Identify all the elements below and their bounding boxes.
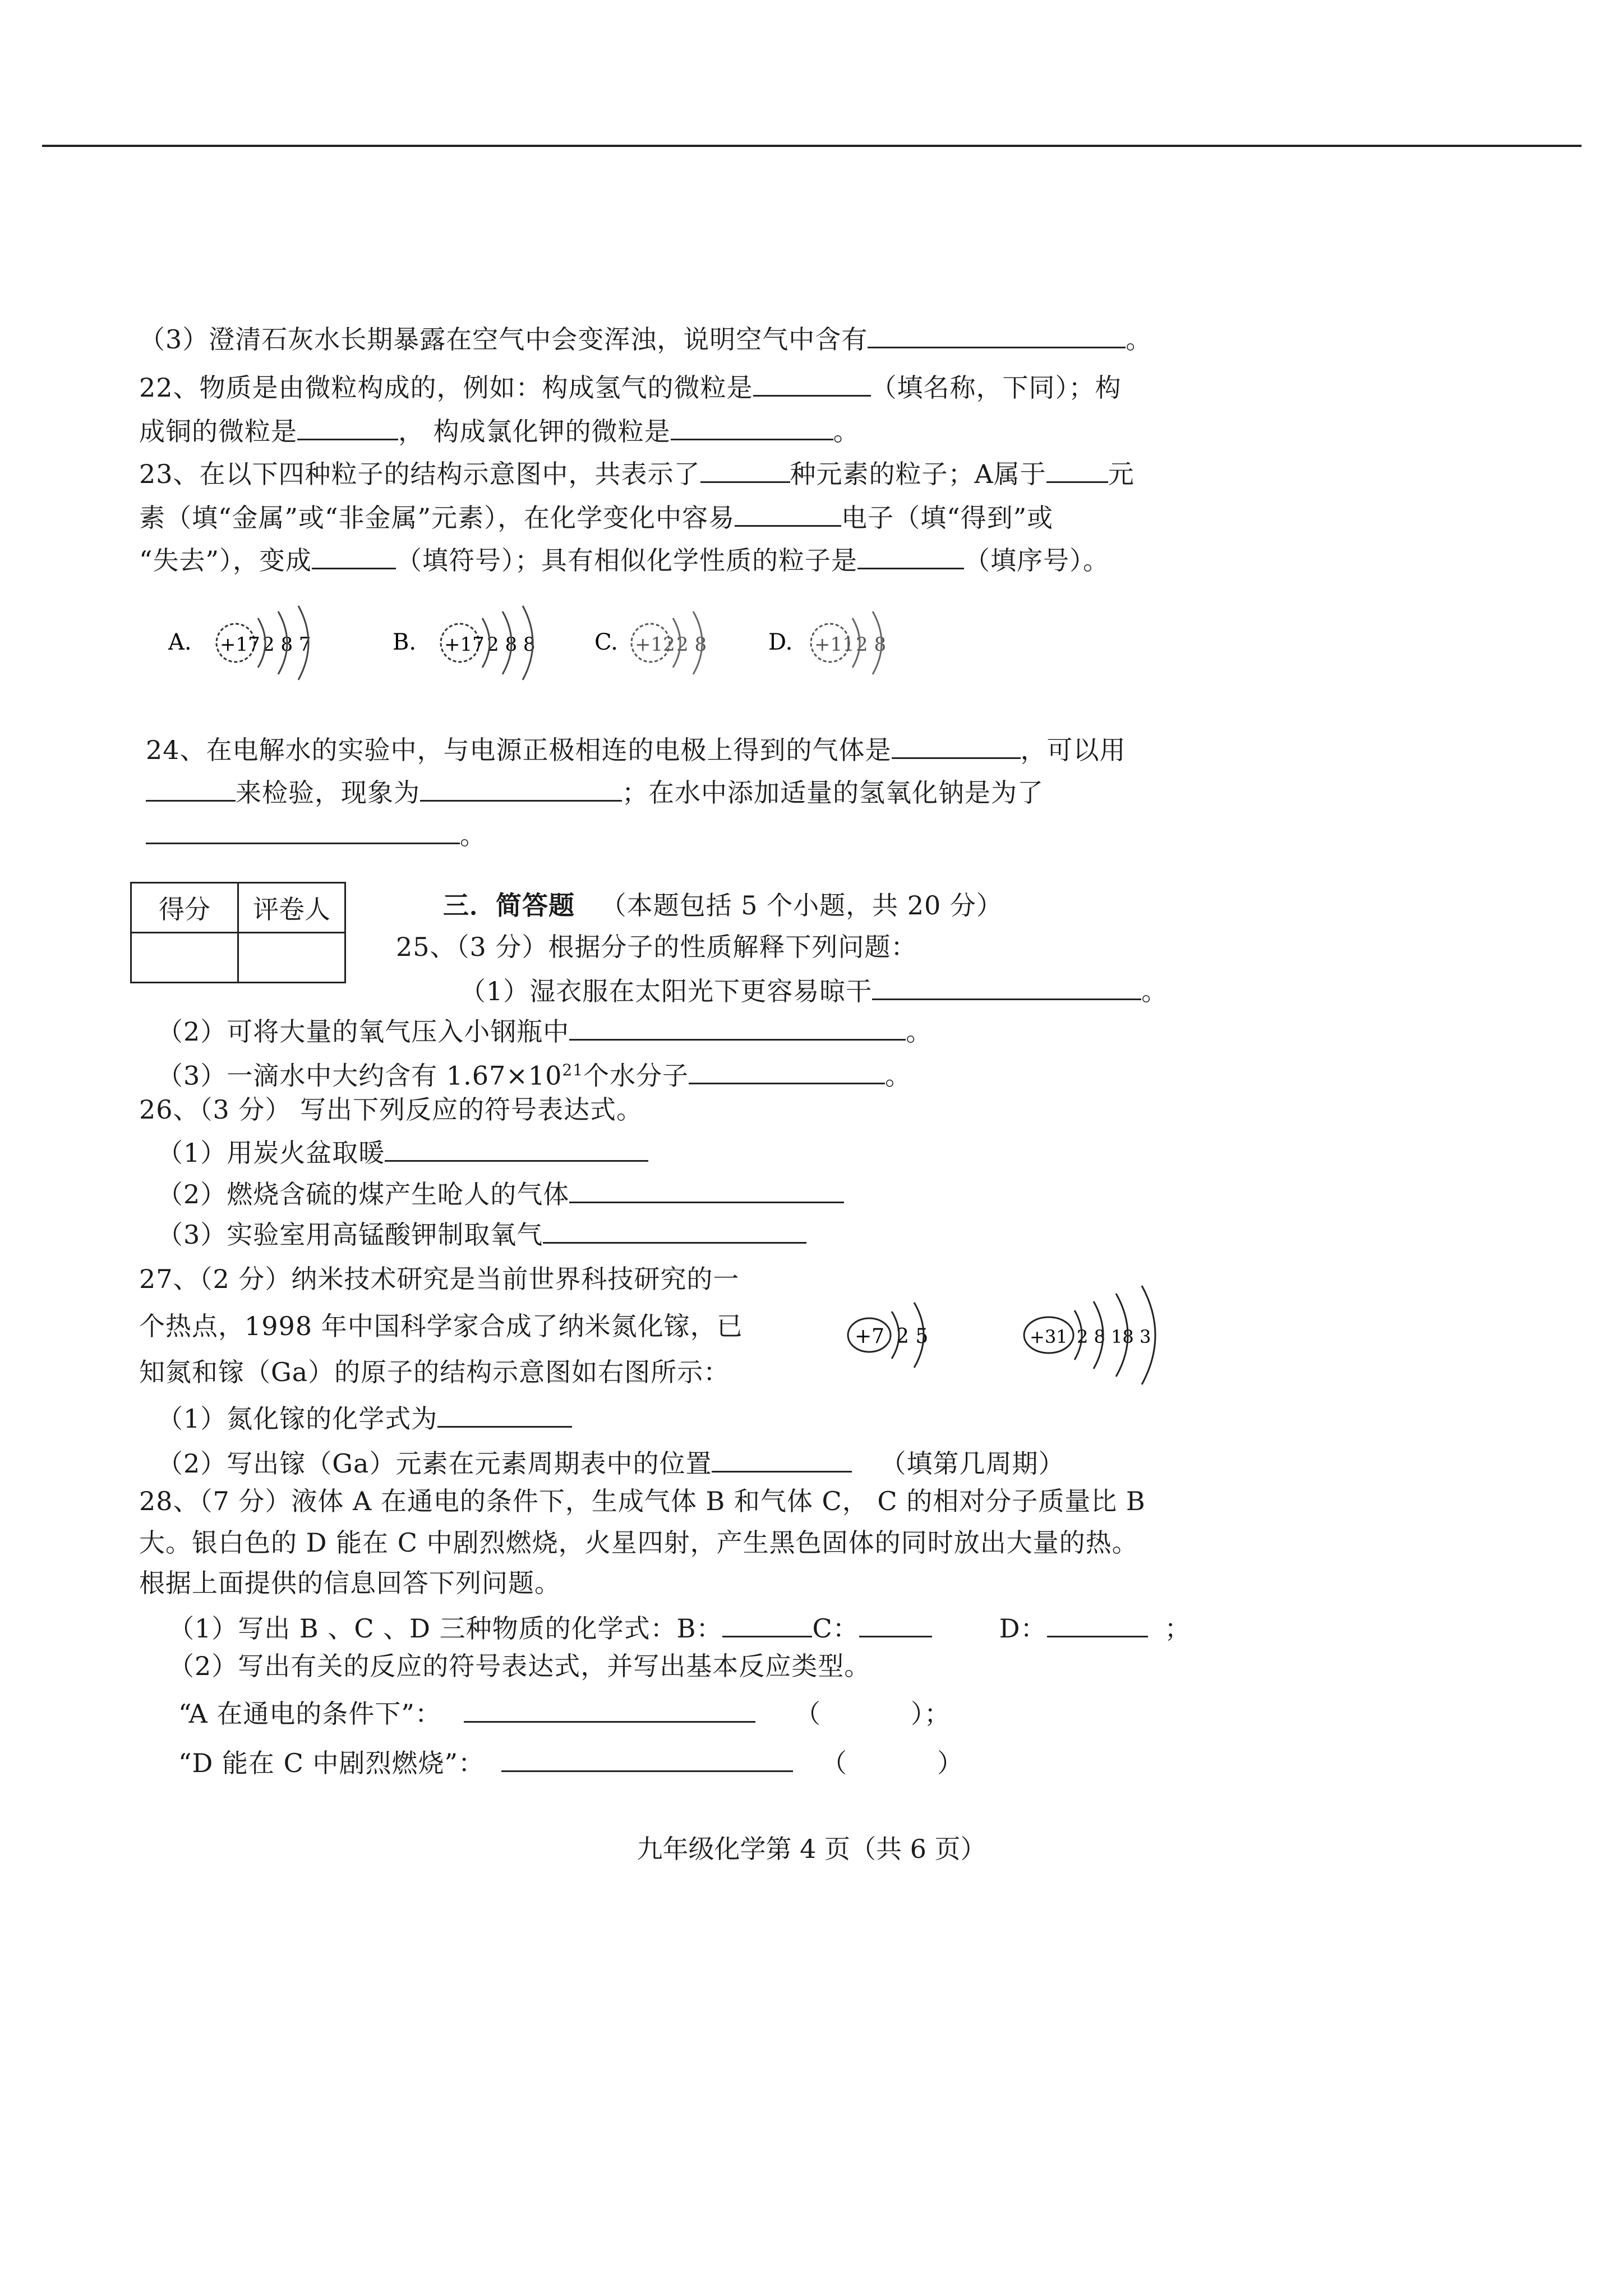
q21-part3: （3）澄清石灰水长期暴露在空气中会变浑浊，说明空气中含有 。 bbox=[139, 322, 1152, 355]
header-rule bbox=[42, 145, 1581, 147]
answer-blank[interactable] bbox=[437, 1401, 572, 1428]
svg-text:D.: D. bbox=[768, 629, 793, 655]
q23-line2: 素（填“金属”或“非金属”元素），在化学变化中容易 电子（填“得到”或 bbox=[139, 500, 1053, 533]
q28-line3: 根据上面提供的信息回答下列问题。 bbox=[139, 1568, 561, 1598]
particle-c bbox=[594, 611, 707, 674]
q28-line2: 大。银白色的 D 能在 C 中剧烈燃烧，火星四射，产生黑色固体的同时放出大量的热。 bbox=[139, 1527, 1138, 1558]
svg-text:2 8 7: 2 8 7 bbox=[262, 633, 311, 656]
svg-text:+31: +31 bbox=[1030, 1326, 1068, 1347]
particle-diagrams bbox=[168, 589, 953, 703]
answer-blank[interactable] bbox=[735, 500, 841, 527]
q26-part3: （3）实验室用高锰酸钾制取氧气 bbox=[157, 1217, 806, 1250]
q27-part2: （2）写出镓（Ga）元素在元素周期表中的位置 （填第几周期） bbox=[157, 1446, 1064, 1479]
answer-blank[interactable] bbox=[1046, 457, 1108, 483]
score-table bbox=[130, 882, 346, 983]
q24-line2: 来检验，现象为 ；在水中添加适量的氢氧化钠是为了 bbox=[146, 775, 1044, 808]
answer-blank[interactable] bbox=[857, 543, 964, 569]
answer-blank[interactable] bbox=[859, 1611, 932, 1637]
score-cell[interactable] bbox=[131, 933, 238, 983]
particle-d bbox=[768, 611, 886, 674]
q25-part3: （3）一滴水中大约含有 $1.67\times 10^{21}$个水分子 。 bbox=[157, 1055, 911, 1091]
q25-part1: （1）湿衣服在太阳光下更容易晾干 。 bbox=[460, 974, 1168, 1007]
answer-blank[interactable] bbox=[569, 1014, 906, 1041]
answer-blank[interactable] bbox=[501, 1746, 793, 1772]
q24-line3: 。 bbox=[146, 818, 486, 851]
answer-blank[interactable] bbox=[569, 1177, 844, 1203]
answer-blank[interactable] bbox=[712, 1446, 852, 1473]
answer-blank[interactable] bbox=[464, 1696, 755, 1723]
q27-part1: （1）氮化镓的化学式为 bbox=[157, 1401, 572, 1434]
q22-line1: 22、物质是由微粒构成的，例如：构成氢气的微粒是 （填名称，下同）；构 bbox=[139, 370, 1122, 403]
answer-blank[interactable] bbox=[722, 1611, 812, 1637]
svg-text:2 8: 2 8 bbox=[856, 633, 887, 656]
q26-part2: （2）燃烧含硫的煤产生呛人的气体 bbox=[157, 1177, 844, 1210]
q28-part2: （2）写出有关的反应的符号表达式，并写出基本反应类型。 bbox=[168, 1651, 871, 1681]
q24-line1: 24、在电解水的实验中，与电源正极相连的电极上得到的气体是 ，可以用 bbox=[146, 733, 1126, 766]
q25-head: 25、（3 分）根据分子的性质解释下列问题： bbox=[396, 932, 917, 962]
q27-line2: 个热点，1998 年中国科学家合成了纳米氮化镓，已 bbox=[139, 1311, 743, 1341]
nitrogen-atom bbox=[848, 1303, 928, 1368]
section-title: 三．简答题 （本题包括 5 个小题，共 20 分） bbox=[443, 890, 1003, 921]
atom-diagrams bbox=[830, 1279, 1234, 1393]
answer-blank[interactable] bbox=[868, 322, 1126, 348]
answer-blank[interactable] bbox=[1047, 1611, 1148, 1637]
answer-blank[interactable] bbox=[146, 818, 460, 844]
svg-text:+7: +7 bbox=[855, 1325, 885, 1348]
answer-blank[interactable] bbox=[671, 414, 833, 440]
q23-line3: “失去”），变成 （填符号）；具有相似化学性质的粒子是 （填序号）。 bbox=[139, 543, 1109, 576]
svg-text:2 8 18 3: 2 8 18 3 bbox=[1077, 1326, 1151, 1347]
answer-blank[interactable] bbox=[753, 370, 871, 397]
answer-blank[interactable] bbox=[420, 775, 622, 802]
reaction-type-blank[interactable] bbox=[847, 1747, 937, 1772]
svg-text:2 5: 2 5 bbox=[896, 1325, 929, 1348]
gallium-atom bbox=[1024, 1286, 1155, 1384]
grader-cell[interactable] bbox=[238, 933, 345, 983]
q28-reaction2: “D 能在 C 中剧烈燃烧”： （ ） bbox=[178, 1746, 963, 1779]
q22-line2: 成铜的微粒是 ， 构成氯化钾的微粒是 。 bbox=[139, 414, 860, 447]
q28-part1: （1）写出 B 、C 、D 三种物质的化学式：B： C： D： ； bbox=[168, 1611, 1191, 1644]
svg-text:C.: C. bbox=[594, 629, 618, 655]
answer-blank[interactable] bbox=[872, 974, 1141, 1000]
q28-reaction1: “A 在通电的条件下”： （ ）； bbox=[178, 1696, 951, 1729]
svg-text:+11: +11 bbox=[814, 633, 855, 656]
particle-b bbox=[393, 606, 536, 680]
svg-text:+17: +17 bbox=[444, 633, 485, 656]
q23-line1: 23、在以下四种粒子的结构示意图中，共表示了 种元素的粒子；A属于 元 bbox=[139, 457, 1135, 490]
svg-text:A.: A. bbox=[168, 629, 192, 655]
answer-blank[interactable] bbox=[700, 457, 790, 483]
particle-a bbox=[168, 606, 311, 680]
svg-text:+17: +17 bbox=[220, 633, 260, 656]
answer-blank[interactable] bbox=[892, 733, 1021, 759]
answer-blank[interactable] bbox=[385, 1135, 648, 1162]
svg-text:2 8: 2 8 bbox=[676, 633, 707, 656]
answer-blank[interactable] bbox=[689, 1058, 885, 1084]
svg-text:B.: B. bbox=[393, 629, 417, 655]
answer-blank[interactable] bbox=[297, 414, 398, 440]
reaction-type-blank[interactable] bbox=[821, 1698, 911, 1723]
page-footer: 九年级化学第 4 页（共 6 页） bbox=[637, 1834, 986, 1864]
q27-line1: 27、（2 分）纳米技术研究是当前世界科技研究的一 bbox=[139, 1264, 740, 1294]
q26-head: 26、（3 分） 写出下列反应的符号表达式。 bbox=[139, 1094, 643, 1125]
q26-part1: （1）用炭火盆取暖 bbox=[157, 1135, 648, 1168]
answer-blank[interactable] bbox=[312, 543, 396, 569]
score-header: 得分 bbox=[131, 883, 238, 933]
q27-line3: 知氮和镓（Ga）的原子的结构示意图如右图所示： bbox=[139, 1357, 730, 1387]
answer-blank[interactable] bbox=[543, 1217, 806, 1244]
q25-part2: （2）可将大量的氧气压入小钢瓶中 。 bbox=[157, 1014, 932, 1047]
svg-text:+12: +12 bbox=[635, 633, 675, 656]
answer-blank[interactable] bbox=[146, 775, 236, 802]
grader-header: 评卷人 bbox=[238, 883, 345, 933]
q28-line1: 28、（7 分）液体 A 在通电的条件下，生成气体 B 和气体 C， C 的相对分子质量比 B bbox=[139, 1486, 1146, 1516]
svg-text:2 8 8: 2 8 8 bbox=[487, 633, 536, 656]
